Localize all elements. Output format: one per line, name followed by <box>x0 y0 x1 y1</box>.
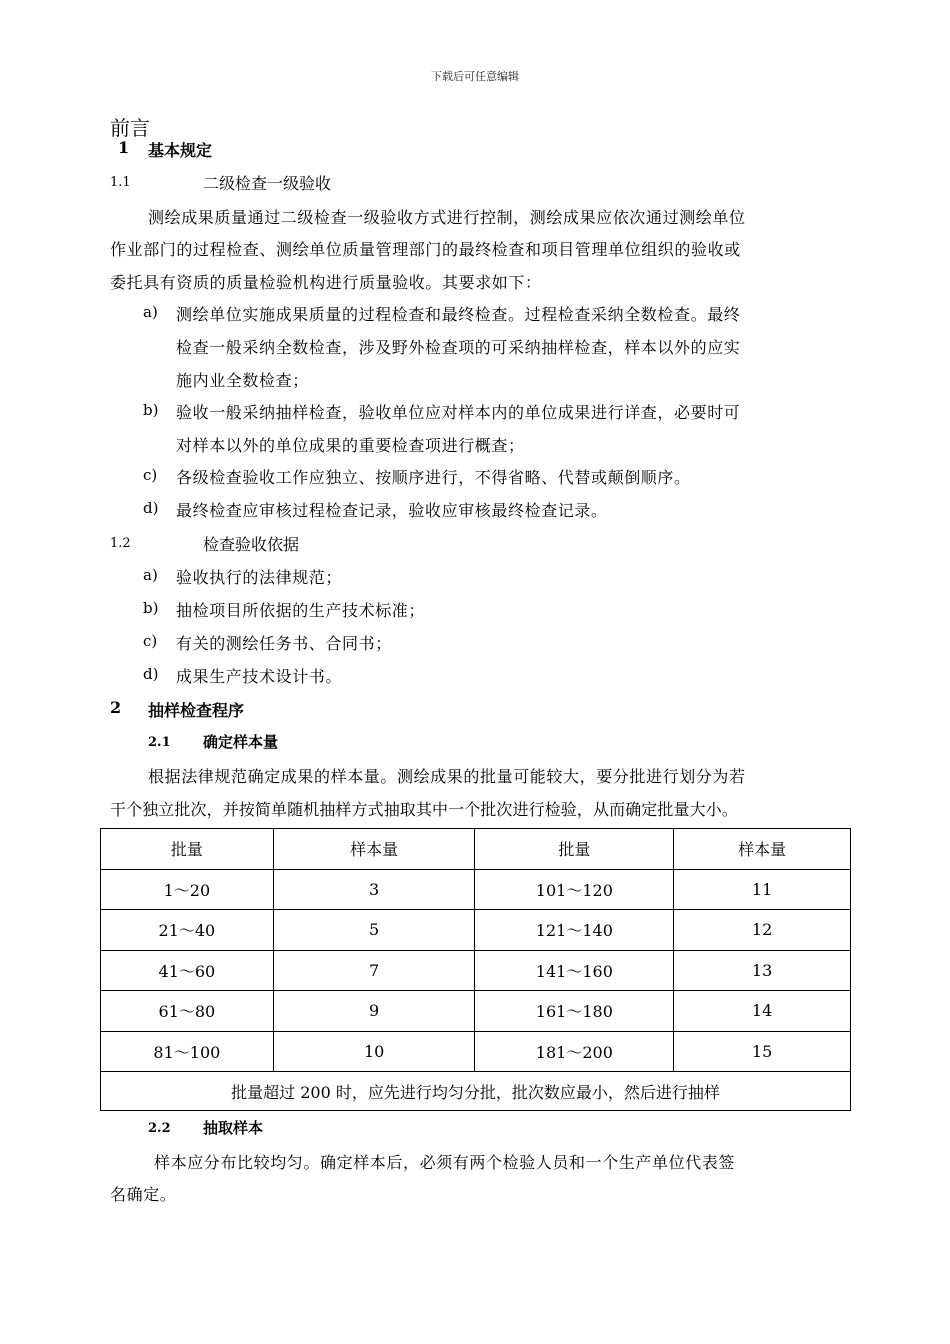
table-cell: 141～160 <box>475 950 674 991</box>
list-item-line: 各级检查验收工作应独立、按顺序进行，不得省略、代替或颠倒顺序。 <box>176 468 691 487</box>
list-item-tag: b) <box>143 401 159 419</box>
section-1-1-number: 1.1 <box>110 175 131 190</box>
preface-heading: 前言 <box>110 116 150 140</box>
table-cell: 5 <box>273 910 475 951</box>
paragraph-line: 委托具有资质的质量检验机构进行质量验收。其要求如下： <box>110 273 542 292</box>
table-footer-row <box>101 1072 851 1111</box>
section-2-2-number: 2.2 <box>148 1121 171 1136</box>
table-header-cell: 批量 <box>101 829 274 870</box>
table-cell: 101～120 <box>475 869 674 910</box>
table-header-cell: 样本量 <box>273 829 475 870</box>
section-2-2-title: 抽取样本 <box>203 1119 264 1137</box>
table-row <box>101 910 851 951</box>
table-header-row <box>101 829 851 870</box>
list-item-line: 对样本以外的单位成果的重要检查项进行概查； <box>176 436 525 455</box>
table-cell: 81～100 <box>101 1031 274 1072</box>
list-item-line: 验收一般采纳抽样检查，验收单位应对样本内的单位成果进行详查，必要时可 <box>176 403 741 422</box>
paragraph-line: 作业部门的过程检查、测绘单位质量管理部门的最终检查和项目管理单位组织的验收或 <box>110 240 741 259</box>
list-item-line: 最终检查应审核过程检查记录，验收应审核最终检查记录。 <box>176 501 608 520</box>
table-cell: 11 <box>674 869 851 910</box>
list-item-text: 验收执行的法律规范； <box>176 568 343 587</box>
section-1-2-number: 1.2 <box>110 536 131 551</box>
list-item-line: 施内业全数检查； <box>176 371 309 390</box>
list-item-line: 测绘单位实施成果质量的过程检查和最终检查。过程检查采纳全数检查。最终 <box>176 305 741 324</box>
table-cell: 9 <box>273 991 475 1032</box>
paragraph-line: 干个独立批次，并按简单随机抽样方式抽取其中一个批次进行检验，从而确定批量大小。 <box>110 800 738 819</box>
table-cell: 121～140 <box>475 910 674 951</box>
list-item-tag: d) <box>143 499 159 517</box>
section-1-number: 1 <box>118 138 130 157</box>
table-cell: 3 <box>273 869 475 910</box>
table-cell: 15 <box>674 1031 851 1072</box>
table-cell: 10 <box>273 1031 475 1072</box>
table-cell: 14 <box>674 991 851 1032</box>
list-item-text: 成果生产技术设计书。 <box>176 667 343 686</box>
table-cell: 61～80 <box>101 991 274 1032</box>
list-item-tag: c) <box>143 466 158 484</box>
table-cell: 41～60 <box>101 950 274 991</box>
table-row <box>101 991 851 1032</box>
section-2-number: 2 <box>110 698 122 717</box>
list-item-line: 检查一般采纳全数检查，涉及野外检查项的可采纳抽样检查，样本以外的应实 <box>176 338 741 357</box>
list-item-tag: a) <box>143 303 158 321</box>
list-item-text: 抽检项目所依据的生产技术标准； <box>176 601 426 620</box>
table-cell: 1～20 <box>101 869 274 910</box>
table-cell: 181～200 <box>475 1031 674 1072</box>
section-2-title: 抽样检查程序 <box>148 701 245 720</box>
paragraph-line: 样本应分布比较均匀。确定样本后，必须有两个检验人员和一个生产单位代表签 <box>154 1153 736 1172</box>
list-item-tag: b) <box>143 599 159 617</box>
table-cell: 161～180 <box>475 991 674 1032</box>
section-1-1-title: 二级检查一级验收 <box>203 174 332 193</box>
list-item-tag: c) <box>143 632 158 650</box>
table-row <box>101 869 851 910</box>
table-cell: 21～40 <box>101 910 274 951</box>
section-1-2-title: 检查验收依据 <box>203 535 300 554</box>
paragraph-line: 名确定。 <box>110 1185 177 1204</box>
section-2-1-number: 2.1 <box>148 735 171 750</box>
table-cell: 13 <box>674 950 851 991</box>
list-item-text: 有关的测绘任务书、合同书； <box>176 634 392 653</box>
section-2-1-title: 确定样本量 <box>203 733 279 751</box>
list-item-tag: d) <box>143 665 159 683</box>
list-item-tag: a) <box>143 566 158 584</box>
paragraph-line: 测绘成果质量通过二级检查一级验收方式进行控制，测绘成果应依次通过测绘单位 <box>148 208 746 227</box>
table-cell: 7 <box>273 950 475 991</box>
paragraph-line: 根据法律规范确定成果的样本量。测绘成果的批量可能较大，要分批进行划分为若 <box>148 767 746 786</box>
page-header-note: 下载后可任意编辑 <box>431 70 519 83</box>
table-row <box>101 950 851 991</box>
table-cell: 12 <box>674 910 851 951</box>
table-footer-note: 批量超过 200 时，应先进行均匀分批，批次数应最小，然后进行抽样 <box>101 1072 851 1111</box>
table-header-cell: 批量 <box>475 829 674 870</box>
table-row <box>101 1031 851 1072</box>
sample-size-table <box>100 828 851 1111</box>
section-1-title: 基本规定 <box>148 141 213 160</box>
table-header-cell: 样本量 <box>674 829 851 870</box>
